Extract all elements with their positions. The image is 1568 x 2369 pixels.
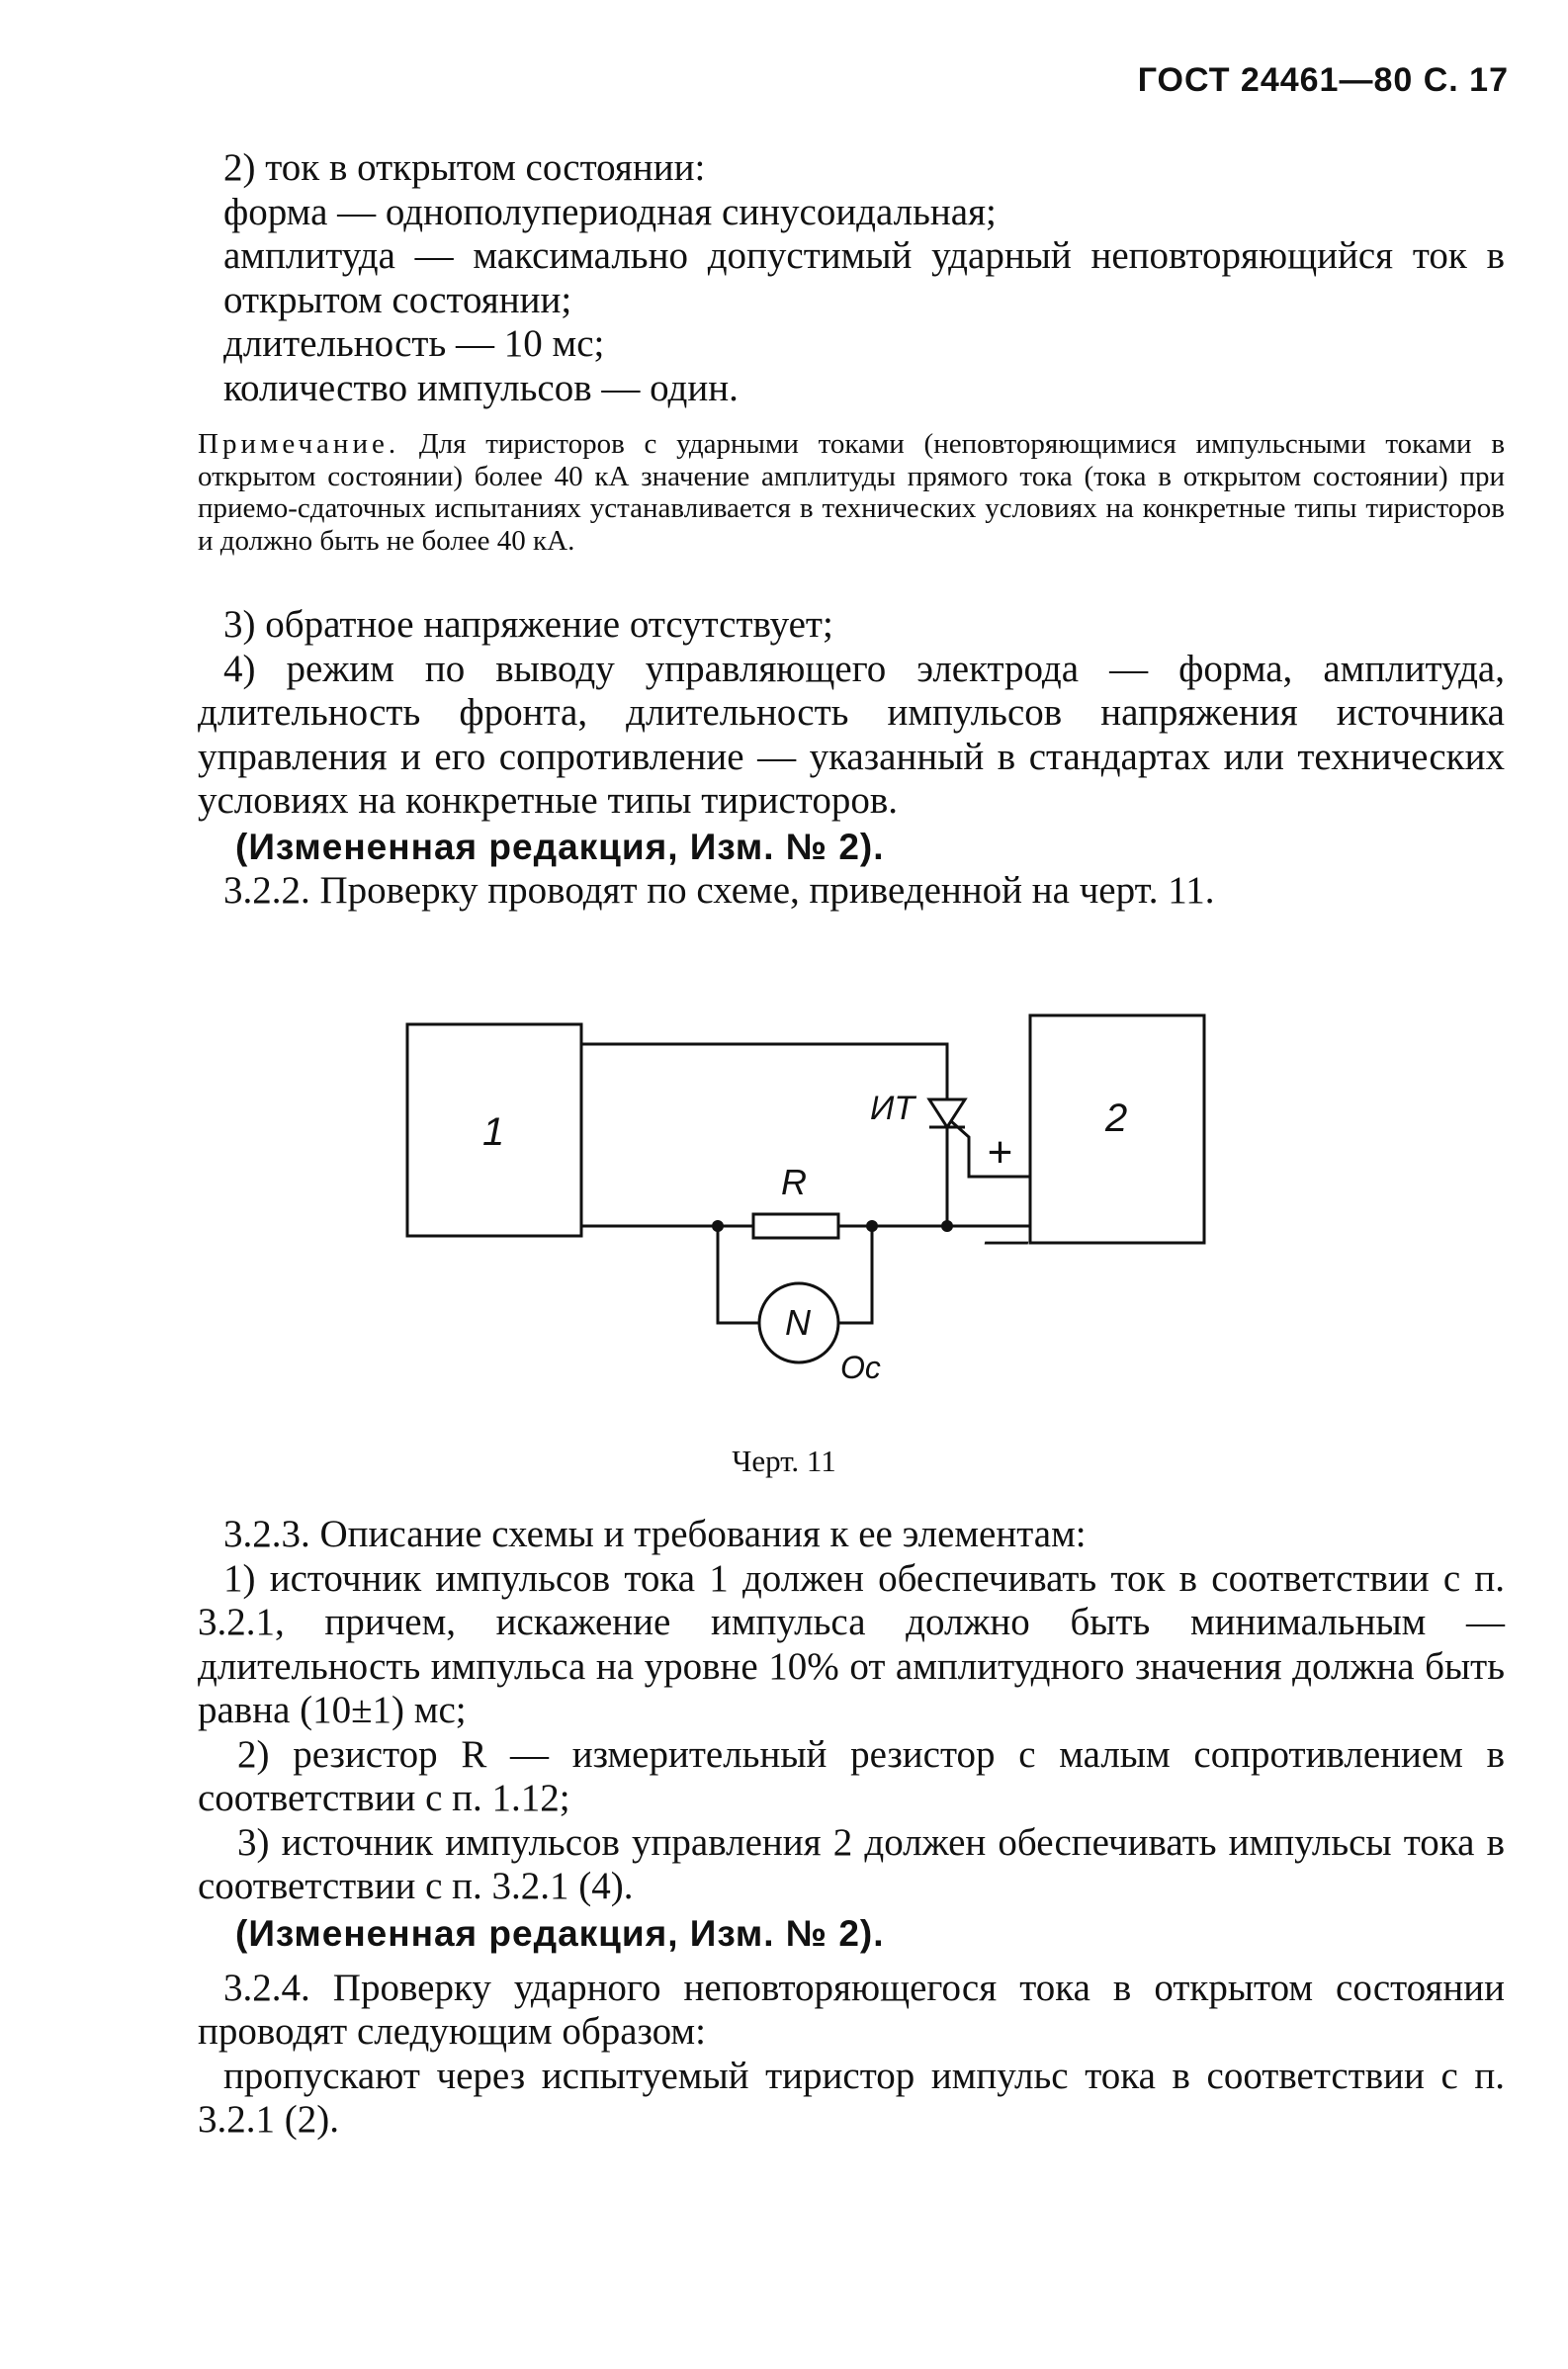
block-2-label: 2 (1105, 1097, 1128, 1140)
amplitude-para: амплитуда — максимально допустимый ударный неповторяющийся ток в открытом состоянии; (223, 234, 1505, 321)
revision-note-1: (Измененная редакция, Изм. № 2). (235, 826, 885, 867)
plus-sign: + (987, 1128, 1012, 1177)
para-3-2-4-cont: пропускают через испытуемый тиристор импульс тока в соответствии с п. 3.2.1 (2). (198, 2054, 1505, 2141)
resistor (753, 1214, 838, 1238)
node-1 (712, 1220, 724, 1232)
revision-note-2: (Измененная редакция, Изм. № 2). (235, 1912, 885, 1954)
line-current-open: 2) ток в открытом состоянии: (223, 146, 706, 189)
line-count: количество импульсов — один. (223, 366, 739, 409)
requirement-2: 2) резистор R — измерительный резистор с малым сопротивлением в соответствии с п. 1.12; (198, 1732, 1505, 1819)
resistor-label: R (781, 1162, 807, 1202)
para-3-2-4: 3.2.4. Проверку ударного неповторяющегося тока в открытом состоянии проводят следующим образом: (198, 1966, 1505, 2053)
scope-label: Ос (840, 1350, 881, 1385)
meter-label: N (785, 1302, 811, 1343)
text-block-bottom (198, 1513, 1505, 2143)
node-3 (941, 1220, 953, 1232)
block-1-label: 1 (482, 1110, 505, 1154)
node-2 (866, 1220, 878, 1232)
line-duration: длительность — 10 мс; (223, 322, 605, 365)
para-3-2-3: 3.2.3. Описание схемы и требования к ее элементам: (223, 1513, 1087, 1555)
para-3-2-2: 3.2.2. Проверку проводят по схеме, приведенной на черт. 11. (223, 868, 1215, 912)
note-label: Примечание. (198, 428, 400, 460)
line-form: форма — однополупериодная синусоидальная; (223, 190, 997, 233)
wire-meter-right (838, 1226, 872, 1323)
requirement-3: 3) источник импульсов управления 2 должен обеспечивать импульсы тока в соответствии с п. 3.2.1 (4). (198, 1820, 1505, 1907)
note-text: Для тиристоров с ударными токами (неповторяющимися импульсными токами в открытом состоянии) более 40 кА значение амплитуды прямого тока (тока в открытом состоянии) при приемо-сдаточных испытаниях устанавливается в технических условиях на конкретные типы тиристоров и должно быть не более 40 кА. (198, 428, 1506, 557)
thyristor (929, 1099, 965, 1127)
figure-caption: Черт. 11 (732, 1444, 836, 1478)
thyristor-label: ИТ (870, 1090, 915, 1127)
running-title: ГОСТ 24461—80 С. 17 (1137, 61, 1509, 99)
wire-meter-left (718, 1226, 759, 1323)
item-3: 3) обратное напряжение отсутствует; (223, 603, 833, 646)
minus-sign: — (985, 1215, 1028, 1264)
item-4: 4) режим по выводу управляющего электрода — форма, амплитуда, длительность фронта, длительность импульсов напряжения источника управления и его сопротивление — указанный в стандартах или технических условиях на конкретные типы тиристоров. (198, 647, 1505, 822)
requirement-1: 1) источник импульсов тока 1 должен обеспечивать ток в соответствии с п. 3.2.1, причем, искажение импульса должно быть минимальным — длительность импульса на уровне 10% от амплитудного значения должна быть равна (10±1) мс; (198, 1556, 1505, 1731)
